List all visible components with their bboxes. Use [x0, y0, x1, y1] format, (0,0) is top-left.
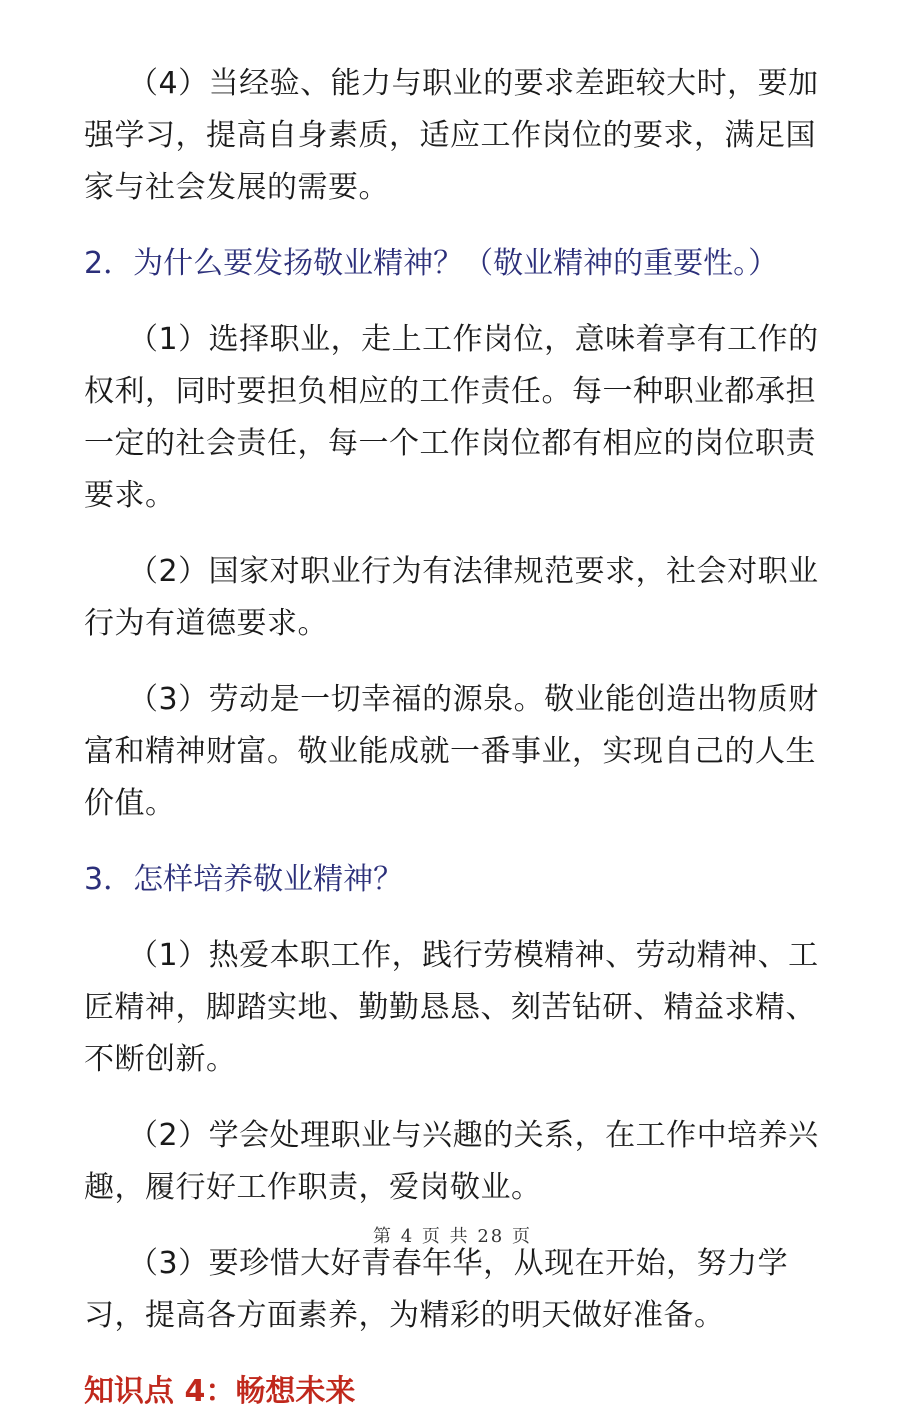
- page-number: 第 4 页 共 28 页: [373, 1226, 532, 1247]
- section-heading-2: 2．为什么要发扬敬业精神？（敬业精神的重要性。）: [84, 246, 779, 281]
- paragraph-item-4: （4）当经验、能力与职业的要求差距较大时，要加强学习，提高自身素质，适应工作岗位的要求，满足国家与社会发展的需要。: [84, 66, 819, 205]
- paragraph-item-1: （1）选择职业，走上工作岗位，意味着享有工作的权利，同时要担负相应的工作责任。每一种职业都承担一定的社会责任，每一个工作岗位都有相应的岗位职责要求。: [84, 322, 819, 513]
- paragraph-item-3: （3）要珍惜大好青春年华，从现在开始，努力学习，提高各方面素养，为精彩的明天做好准备。: [84, 1246, 789, 1333]
- knowledge-point-title: 知识点 4：畅想未来: [84, 1374, 356, 1409]
- paragraph-item-2: （2）国家对职业行为有法律规范要求，社会对职业行为有道德要求。: [84, 554, 819, 641]
- section-heading-3: 3．怎样培养敬业精神？: [84, 862, 404, 897]
- paragraph-item-1: （1）热爱本职工作，践行劳模精神、劳动精神、工匠精神，脚踏实地、勤勤恳恳、刻苦钻研、精益求精、不断创新。: [84, 938, 819, 1077]
- paragraph-item-3: （3）劳动是一切幸福的源泉。敬业能创造出物质财富和精神财富。敬业能成就一番事业，实现自己的人生价值。: [84, 682, 819, 821]
- paragraph-item-2: （2）学会处理职业与兴趣的关系，在工作中培养兴趣，履行好工作职责，爱岗敬业。: [84, 1118, 819, 1205]
- page-content: [84, 58, 824, 1418]
